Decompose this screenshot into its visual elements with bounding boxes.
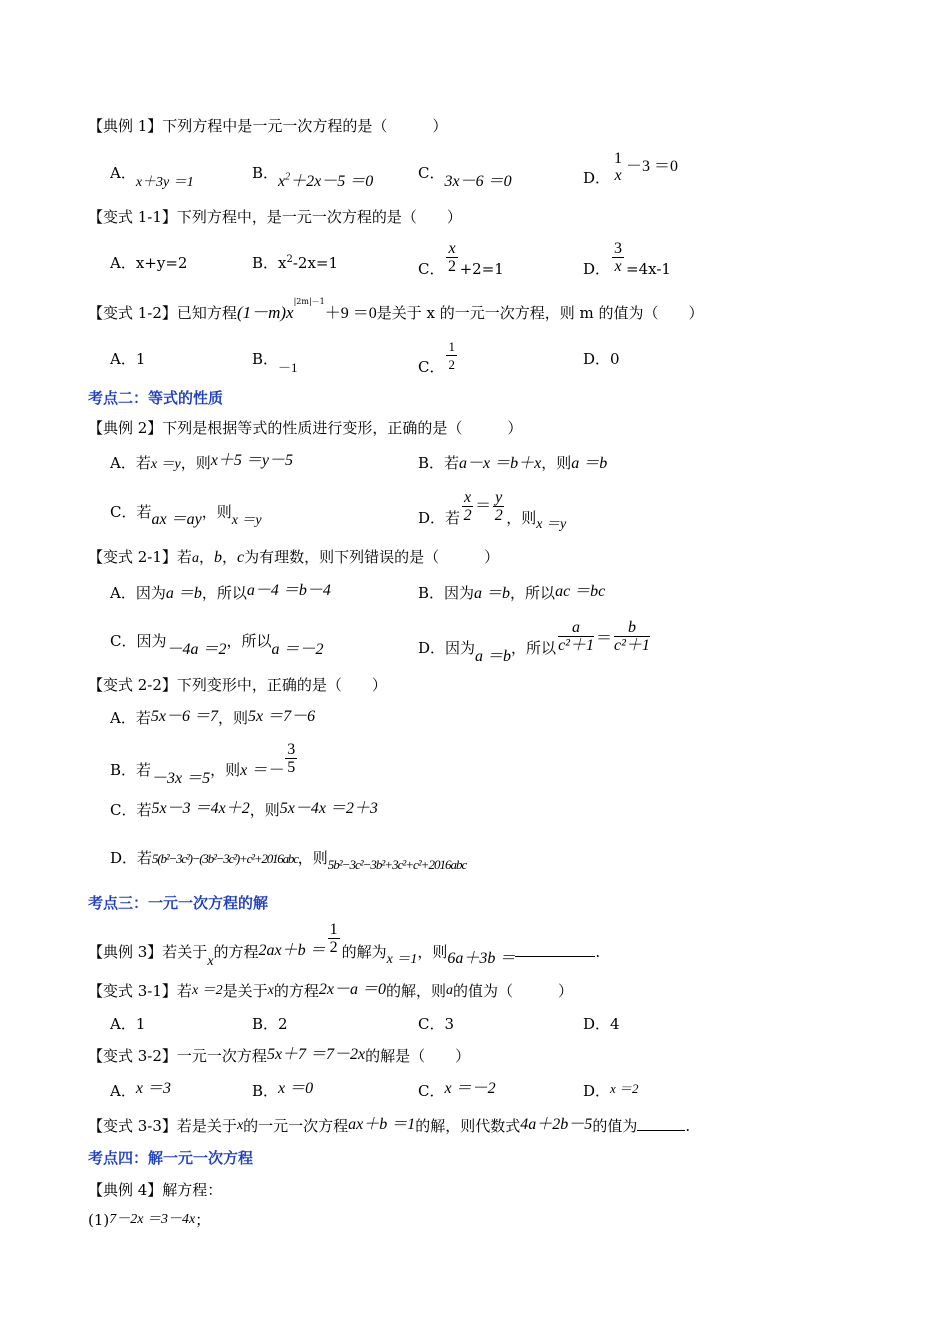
variant-2-2-option-a: A．若5x－6 ＝7，则5x ＝7－6 [110, 708, 316, 727]
variant-3-3-question: 【变式 3-3】若是关于x的一元一次方程ax＋b ＝1的解，则代数式4a＋2b－5的值为 . [88, 1116, 691, 1135]
variant-3-2-option-c: C．x ＝－2 [418, 1080, 496, 1100]
variant-1-2-option-d: D．0 [583, 350, 620, 368]
variant-3-1-question: 【变式 3-1】若x ＝2是关于x的方程2x－a ＝0的解，则a的值为（ ） [88, 981, 574, 1000]
example-1-option-c: C．3x－6 ＝0 [418, 164, 512, 190]
section-3-title: 考点三：一元一次方程的解 [88, 894, 269, 912]
variant-2-1-question: 【变式 2-1】若a，b，c为有理数，则下列错误的是（ ） [88, 548, 500, 566]
variant-2-2-question: 【变式 2-2】下列变形中，正确的是（ ） [88, 676, 387, 694]
example-3-question: 【典例 3】若关于x的方程2ax＋b ＝ $\frac{1}{2}$ 的解为x ＝1，则6a＋3b ＝ . [88, 921, 601, 969]
variant-2-1-option-c: C．因为－4a ＝2，所以a ＝－2 [110, 632, 324, 658]
variant-2-2-option-d: D．若5(b²−3c²)−(3b²−3c²)+c²+2016abc，则5b²−3c²−3b²+3c²+c²+2016abc [110, 849, 467, 872]
variant-1-1-option-d: D． $\frac{3}{x}$ =4x-1 [583, 240, 671, 278]
variant-3-1-option-b: B．2 [252, 1015, 288, 1033]
variant-1-2-option-a: A．1 [110, 350, 146, 368]
variant-3-2-option-d: D．x ＝2 [583, 1081, 639, 1100]
variant-1-1-option-b: B．$x^2-2x=1$ [252, 254, 339, 272]
variant-3-2-question: 【变式 3-2】一元一次方程5x＋7 ＝7－2x的解是（ ） [88, 1046, 471, 1065]
section-2-title: 考点二：等式的性质 [88, 389, 224, 407]
variant-2-1-option-d: D．因为a ＝b，所以 $\frac{a}{\text{c²＋1}}$ ＝ $\frac{b}{\text{c²＋1}}$ [418, 619, 650, 665]
variant-1-1-option-a: A．x+y=2 [110, 254, 188, 272]
example-2-question: 【典例 2】下列是根据等式的性质进行变形，正确的是（ ） [88, 419, 523, 437]
example-2-option-a: A．若x ＝y，则x＋5 ＝y－5 [110, 452, 294, 472]
variant-1-2-option-b: B．－1 [252, 350, 298, 375]
example-4-question: 【典例 4】解方程： [88, 1181, 223, 1199]
variant-3-2-option-b: B．x ＝0 [252, 1080, 314, 1100]
section-4-title: 考点四：解一元一次方程 [88, 1149, 254, 1167]
variant-2-1-option-b: B．因为a ＝b，所以ac ＝bc [418, 583, 606, 602]
variant-3-1-option-c: C．3 [418, 1015, 455, 1033]
variant-1-2-option-c: C． $\frac{1}{2}$ [418, 339, 455, 376]
variant-3-1-option-a: A．1 [110, 1015, 146, 1033]
variant-1-1-option-c: C． $\frac{x}{2}$ +2=1 [418, 240, 504, 278]
example-2-option-d: D．若 $\frac{x}{2}$ ＝ $\frac{y}{2}$ ，则x ＝y [418, 489, 567, 532]
variant-1-2-question: 【变式 1-2】已知方程$(1-m)x^{|2m|-1}+9 =0$是关于 x 的一元一次方程，则 m 的值为（ ） [88, 297, 704, 322]
example-1-question: 【典例 1】下列方程中是一元一次方程的是（ ） [88, 117, 448, 135]
example-1-option-d: D． 1 x －3 ＝0 [583, 150, 679, 187]
example-2-option-b: B．若a－x ＝b＋x，则a ＝b [418, 454, 608, 472]
variant-3-2-option-a: A．x ＝3 [110, 1080, 171, 1100]
variant-2-1-option-a: A．因为a ＝b，所以a－4 ＝b－4 [110, 582, 331, 602]
example-4-item-1: (1)7－2x ＝3－4x； [88, 1211, 211, 1229]
variant-1-1-question: 【变式 1-1】下列方程中，是一元一次方程的是（ ） [88, 208, 462, 226]
variant-2-2-option-c: C．若5x－3 ＝4x＋2，则5x－4x ＝2＋3 [110, 800, 378, 819]
example-1-option-b: B．$x^2+2x-5 =0$ [252, 164, 374, 190]
example-1-option-a: A．x＋3y ＝1 [110, 164, 194, 190]
variant-3-1-option-d: D．4 [583, 1015, 620, 1033]
example-2-option-c: C．若ax ＝ay，则x ＝y [110, 503, 262, 528]
variant-2-2-option-b: B．若－3x ＝5，则x ＝－ $\frac{3}{5}$ [110, 741, 296, 787]
